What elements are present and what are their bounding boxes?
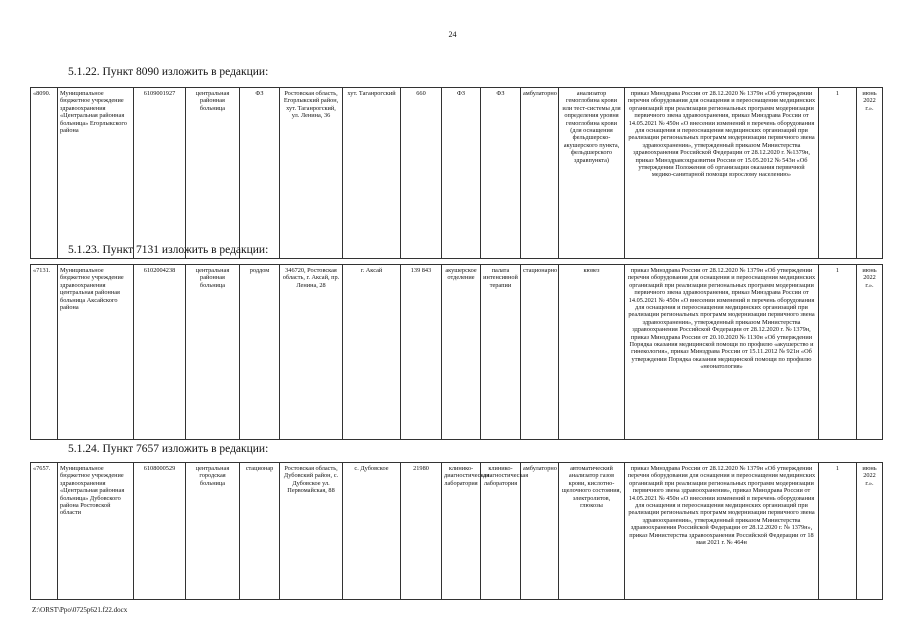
record-table-8090: [30, 87, 883, 259]
subdivision-cell: палата интенсивной терапии: [481, 265, 521, 440]
unit-cell: ФЗ: [240, 88, 280, 259]
inn-cell: 6109001927: [134, 88, 186, 259]
section-heading-7131: 5.1.23. Пункт 7131 изложить в редакции:: [68, 244, 269, 256]
address-cell: Ростовская область, Дубовский район, с. Дубовское ул. Первомайская, 88: [280, 463, 343, 600]
row-number: «7131.: [31, 265, 58, 440]
organization-name: Муниципальное бюджетное учреждение здравоохранения «Центральная районная больница» Егорлыкского района: [58, 88, 134, 259]
department-cell: клинико-диагностическая лаборатория: [442, 463, 481, 600]
locality-cell: хут. Таганрогский: [343, 88, 401, 259]
care-mode-cell: амбулаторно: [521, 88, 559, 259]
facility-type: центральная районная больница: [186, 88, 240, 259]
table-row: [31, 88, 883, 259]
unit-cell: стационар: [240, 463, 280, 600]
date-cell: июнь 2022 г.».: [857, 463, 883, 600]
subdivision-cell: ФЗ: [481, 88, 521, 259]
organization-name: Муниципальное бюджетное учреждение здравоохранения «Центральная районная больница» Дубовского района Ростовской области: [58, 463, 134, 600]
equipment-cell: автоматический анализатор газов крови, кислотно-щелочного состояния, электролитов, глюкозы: [559, 463, 625, 600]
department-cell: акушерское отделение: [442, 265, 481, 440]
inn-cell: 6108000529: [134, 463, 186, 600]
file-path-footer: Z:\ORST\Ppo\0725p621.f22.docx: [32, 606, 128, 614]
legal-basis-cell: приказ Минздрава России от 28.12.2020 № 1379н «Об утверждении перечня оборудования для оснащения и переоснащения медицинских организаций при реализации региональных программ модернизации первичного звена здравоохранения», приказ Минздрава России от 14.05.2021 № 450н «О внесении изменений в перечень оборудования для оснащения и переоснащения медицинских организаций при реализации региональных программ модернизации первичного звена здравоохранения», утвержденный приказом Министерства здравоохранения Российской Федерации от 28.12.2020 г. № 1379н», приказ Министерства здравоохранения Российской Федерации от 18 мая 2021 г. № 464н: [625, 463, 819, 600]
section-heading-7657: 5.1.24. Пункт 7657 изложить в редакции:: [68, 443, 269, 455]
subdivision-cell: клинико-диагностическая лаборатория: [481, 463, 521, 600]
date-cell: июнь 2022 г.».: [857, 88, 883, 259]
locality-cell: с. Дубовское: [343, 463, 401, 600]
record-table-7657: [30, 462, 883, 600]
date-cell: июнь 2022 г.».: [857, 265, 883, 440]
population-cell: 21980: [401, 463, 442, 600]
population-cell: 660: [401, 88, 442, 259]
quantity-cell: 1: [819, 463, 857, 600]
address-cell: 346720, Ростовская область, г. Аксай, пр. Ленина, 28: [280, 265, 343, 440]
table-row: [31, 265, 883, 440]
table-row: [31, 463, 883, 600]
quantity-cell: 1: [819, 265, 857, 440]
department-cell: ФЗ: [442, 88, 481, 259]
facility-type: центральная районная больница: [186, 265, 240, 440]
legal-basis-cell: приказ Минздрава России от 28.12.2020 № 1379н «Об утверждении перечня оборудования для оснащения и переоснащения медицинских организаций при реализации региональных программ модернизации первичного звена здравоохранения, приказ Минздрава России от 14.05.2021 № 450н «О внесении изменений в перечень оборудования для оснащения и переоснащения медицинских организаций при реализации региональных программ модернизации первичного звена здравоохранения», утвержденный приказом Министерства здравоохранения Российской Федерации от 28.12.2020 г. № 1379н, приказ Минздрава России от 20.10.2020 № 1130н «Об утверждении Порядка оказания медицинской помощи по профилю «акушерство и гинекология», приказ Минздрава России от 15.11.2012 № 921н «Об утверждении Порядка оказания медицинской помощи по профилю «неонатология»: [625, 265, 819, 440]
row-number: «7657.: [31, 463, 58, 600]
equipment-cell: кювез: [559, 265, 625, 440]
quantity-cell: 1: [819, 88, 857, 259]
population-cell: 139 843: [401, 265, 442, 440]
care-mode-cell: амбулаторно: [521, 463, 559, 600]
facility-type: центральная городская больница: [186, 463, 240, 600]
address-cell: Ростовская область, Егорлыкский район, хут. Таганрогский, ул. Ленина, 36: [280, 88, 343, 259]
care-mode-cell: стационарно: [521, 265, 559, 440]
unit-cell: роддом: [240, 265, 280, 440]
legal-basis-cell: приказ Минздрава России от 28.12.2020 № 1379н «Об утверждении перечня оборудования для оснащения и переоснащения медицинских организаций при реализации региональных программ модернизации первичного звена здравоохранения, приказ Минздрава России от 14.05.2021 № 450н «О внесении изменений в перечень оборудования для оснащения и переоснащения медицинских организаций при реализации региональных программ модернизации первичного звена здравоохранения», утвержденный приказом Министерства здравоохранения Российской Федерации от 28.12.2020 г. №1379н, приказ Минздравсоцразвития России от 15.05.2012 № 543н «Об утверждении Положения об организации оказания первичной медико-санитарной помощи взрослому населению»: [625, 88, 819, 259]
section-heading-8090: 5.1.22. Пункт 8090 изложить в редакции:: [68, 66, 269, 78]
inn-cell: 6102004238: [134, 265, 186, 440]
record-table-7131: [30, 264, 883, 440]
page-number: 24: [448, 30, 457, 39]
equipment-cell: анализатор гемоглобина крови или тест-системы для определения уровня гемоглобина крови (для оснащения фельдшерско-акушерского пункта, фельдшерского здравпункта): [559, 88, 625, 259]
locality-cell: г. Аксай: [343, 265, 401, 440]
organization-name: Муниципальное бюджетное учреждение здравоохранения центральная районная больница Аксайского района: [58, 265, 134, 440]
row-number: «8090.: [31, 88, 58, 259]
